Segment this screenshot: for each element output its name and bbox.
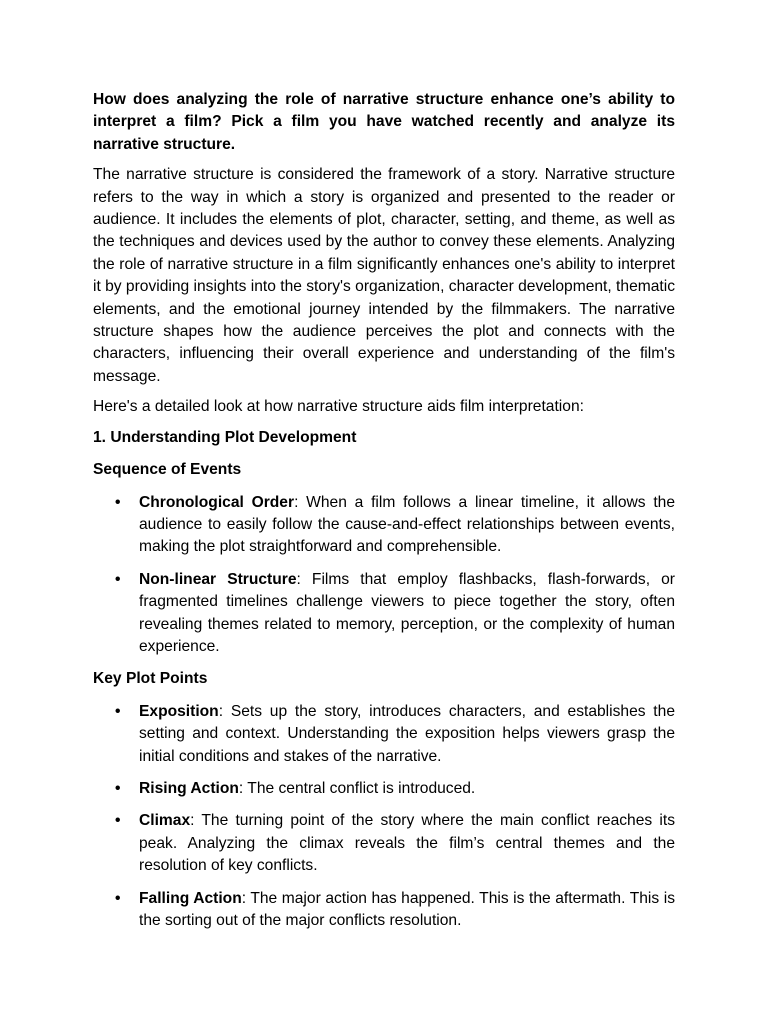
list-item-text: : The turning point of the story where the main conflict reaches its peak. Analyzing the climax reveals the film’s central themes and the resolution of key conflicts. xyxy=(139,812,675,875)
bullet-icon: • xyxy=(115,889,121,907)
list-item xyxy=(93,810,675,877)
list-item xyxy=(93,701,675,768)
list-item-text: : When a film follows a linear timeline, it allows the audience to easily follow the cause-and-effect relationships between events, making the plot straightforward and comprehensible. xyxy=(139,493,676,556)
list-item xyxy=(93,888,675,933)
essay-question: How does analyzing the role of narrative structure enhance one’s ability to interpret a film? Pick a film you have watched recently and analyze its narrative structure. xyxy=(93,91,675,153)
list-item-text: : Sets up the story, introduces characters, and establishes the setting and context. Understanding the exposition helps viewers grasp the initial conditions and stakes of the narrative. xyxy=(139,702,675,765)
bullet-icon: • xyxy=(115,570,121,588)
list-item-text: : The major action has happened. This is the aftermath. This is the sorting out of the major conflicts resolution. xyxy=(139,889,675,929)
list-item-term: Rising Action xyxy=(139,779,239,797)
bullet-icon: • xyxy=(115,779,121,797)
subsection-heading-key-plot-points: Key Plot Points xyxy=(93,670,208,688)
list-item-text: : The central conflict is introduced. xyxy=(238,779,476,797)
subsection-heading-sequence-of-events: Sequence of Events xyxy=(93,461,242,479)
key-plot-points-list xyxy=(93,701,675,933)
list-item xyxy=(93,778,675,800)
list-item-term: Climax xyxy=(139,812,191,830)
section-heading: 1. Understanding Plot Development xyxy=(93,428,357,446)
list-item-term: Exposition xyxy=(139,702,219,720)
bullet-icon: • xyxy=(115,702,121,720)
intro-paragraph: The narrative structure is considered the framework of a story. Narrative structure refers to the way in which a story is organized and presented to the reader or audience. It includes the elements of plot, character, setting, and theme, as well as the techniques and devices used by the author to convey these elements. Analyzing the role of narrative structure in a film significantly enhances one's ability to interpret it by providing insights into the story's organization, character development, thematic elements, and the emotional journey intended by the filmmakers. The narrative structure shapes how the audience perceives the plot and connects with the characters, influencing their overall experience and understanding of the film's message. xyxy=(93,166,675,385)
sequence-of-events-list xyxy=(93,492,675,659)
lead-in-paragraph: Here's a detailed look at how narrative structure aids film interpretation: xyxy=(93,398,584,416)
list-item xyxy=(93,492,675,559)
list-item xyxy=(93,569,675,659)
list-item-term: Non-linear Structure xyxy=(139,570,297,588)
list-item-text: : Films that employ flashbacks, flash-forwards, or fragmented timelines challenge viewers to piece together the story, often revealing themes related to memory, perception, or the complexity of human experience. xyxy=(139,570,675,655)
bullet-icon: • xyxy=(115,812,121,830)
bullet-icon: • xyxy=(115,493,121,511)
list-item-term: Falling Action xyxy=(139,889,242,907)
list-item-term: Chronological Order xyxy=(139,493,295,511)
